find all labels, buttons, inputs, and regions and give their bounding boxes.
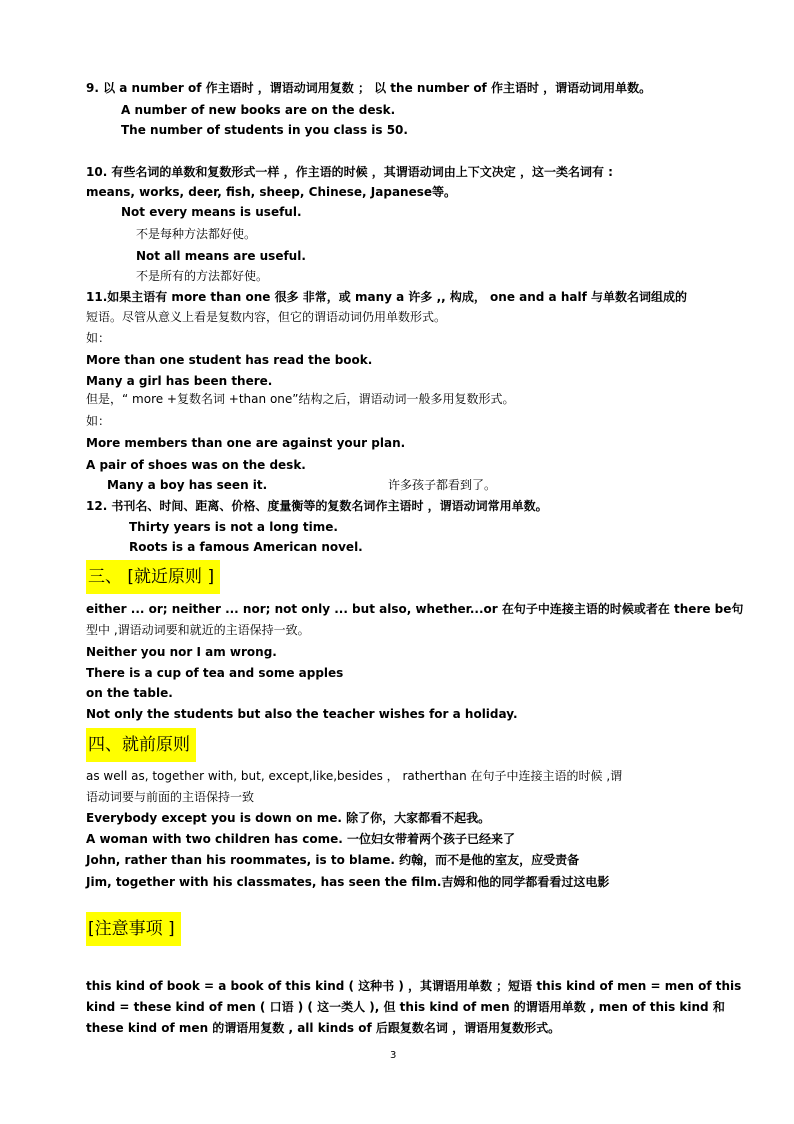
section-4-example-3: John, rather than his roommates, is to blame. 约翰，而不是他的室友，应受责备 [86, 853, 580, 867]
rule-11-ru-2: 如： [86, 414, 111, 428]
section-4-heading: 四、就前原则 [86, 728, 196, 762]
section-3-heading: 三、 [就近原则 ] [86, 560, 220, 594]
section-3-example-1: Neither you nor I am wrong. [86, 645, 277, 659]
rule-11-example-5-translation: 许多孩子都看到了。 [388, 478, 497, 492]
rule-11-example-2: Many a girl has been there. [86, 374, 273, 388]
rule-11-example-4: A pair of shoes was on the desk. [86, 458, 306, 472]
notes-paragraph-3: these kind of men 的谓语用复数 , all kinds of 后跟复数名词 ，谓语用复数形式。 [86, 1021, 561, 1035]
rule-12-example-1: Thirty years is not a long time. [129, 520, 338, 534]
page-number: 3 [390, 1050, 397, 1061]
rule-12-example-2: Roots is a famous American novel. [129, 540, 363, 554]
rule-12-title: 12. 书刊名、时间、距离、价格、度量衡等的复数名词作主语时 ，谓语动词常用单数。 [86, 499, 548, 513]
rule-11-ru: 如： [86, 331, 111, 345]
rule-11-example-5: Many a boy has seen it. [107, 478, 268, 492]
rule-10-example-2-translation: 不是所有的方法都好使。 [136, 269, 269, 283]
section-4-example-4: Jim, together with his classmates, has seen the film.吉姆和他的同学都看看过这电影 [86, 875, 610, 889]
rule-10-example-1-translation: 不是每种方法都好使。 [136, 227, 257, 241]
rule-10-example-1: Not every means is useful. [121, 205, 302, 219]
section-3-description-2: 型中 ,谓语动词要和就近的主语保持一致。 [86, 623, 310, 637]
rule-10-nouns: means, works, deer, fish, sheep, Chinese, Japanese等。 [86, 185, 457, 199]
rule-11-title: 11.如果主语有 more than one 很多 非常，或 many a 许多 ,, 构成， one and a half 与单数名词组成的 [86, 290, 687, 304]
section-3-example-2b: on the table. [86, 686, 173, 700]
section-3-description-1: either ... or; neither ... nor; not only ... but also, whether...or 在句子中连接主语的时候或者在 there be句 [86, 602, 744, 616]
section-4-description-1: as well as, together with, but, except,like,besides ， ratherthan 在句子中连接主语的时候 ,谓 [86, 769, 623, 783]
rule-10-example-2: Not all means are useful. [136, 249, 306, 263]
rule-11-but: 但是，“ more +复数名词 +than one”结构之后，谓语动词一般多用复数形式。 [86, 392, 515, 406]
section-4-example-1: Everybody except you is down on me. 除了你，大家都看不起我。 [86, 811, 491, 825]
rule-11-continued: 短语。尽管从意义上看是复数内容，但它的谓语动词仍用单数形式。 [86, 310, 447, 324]
section-3-example-3: Not only the students but also the teacher wishes for a holiday. [86, 707, 518, 721]
section-4-description-2: 语动词要与前面的主语保持一致 [86, 790, 255, 804]
rule-10-title: 10. 有些名词的单数和复数形式一样 ，作主语的时候 ，其谓语动词由上下文决定 ，这一类名词有 : [86, 165, 613, 179]
rule-9-example-2: The number of students in you class is 50. [121, 123, 408, 137]
notes-paragraph-2: kind = these kind of men ( 口语 ) ( 这一类人 ), 但 this kind of men 的谓语用单数 , men of this kind 和 [86, 1000, 725, 1014]
rule-9-example-1: A number of new books are on the desk. [121, 103, 396, 117]
rule-11-example-3: More members than one are against your plan. [86, 436, 406, 450]
section-4-example-2: A woman with two children has come. 一位妇女带着两个孩子已经来了 [86, 832, 515, 846]
section-3-example-2a: There is a cup of tea and some apples [86, 666, 344, 680]
rule-11-example-1: More than one student has read the book. [86, 353, 373, 367]
notes-paragraph-1: this kind of book = a book of this kind ( 这种书 ) ，其谓语用单数 ；短语 this kind of men = men of this [86, 979, 742, 993]
rule-9-title: 9. 以 a number of 作主语时 ，谓语动词用复数 ； 以 the number of 作主语时 ，谓语动词用单数。 [86, 81, 652, 95]
notes-heading: [注意事项 ] [86, 912, 181, 946]
